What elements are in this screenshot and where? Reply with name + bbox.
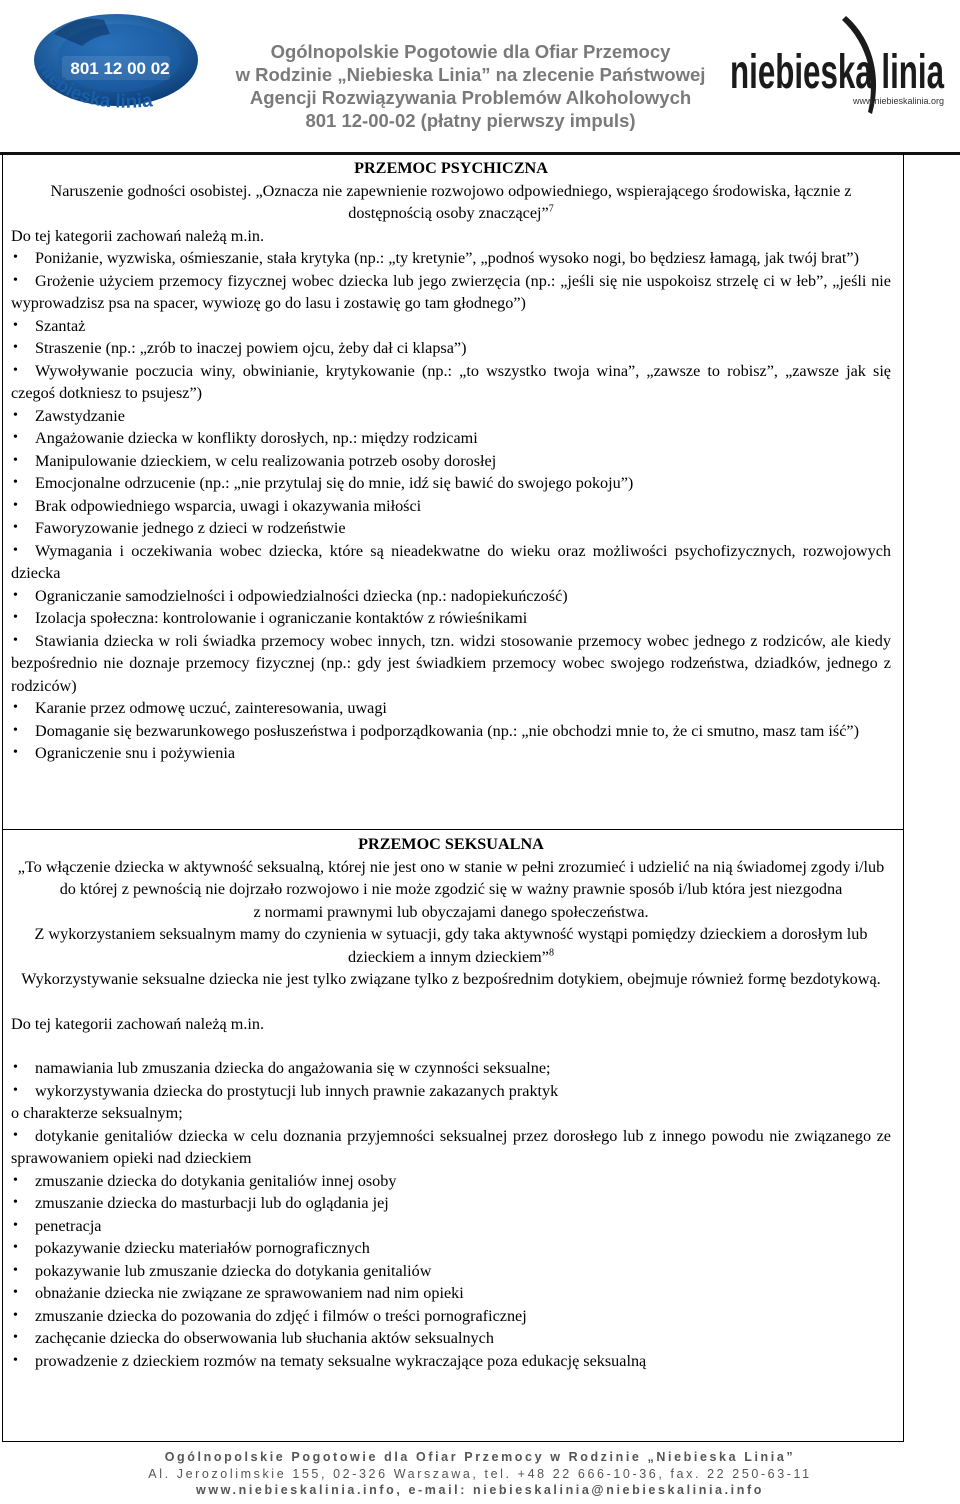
header-line-3: Agencji Rozwiązywania Problemów Alkoholowych xyxy=(249,87,692,108)
section-title-psych: PRZEMOC PSYCHICZNA xyxy=(354,159,548,177)
psych-list xyxy=(11,247,891,765)
list-item: • Brak odpowiedniego wsparcia, uwagi i okazywania miłości xyxy=(11,495,891,518)
brand-arc-text: niebieska linia xyxy=(33,57,154,113)
list-item: • Wymagania i oczekiwania wobec dziecka, które są nieadekwatne do wieku oraz możliwości psychofizycznych, rozwojowych dziecka xyxy=(11,540,891,585)
page-footer xyxy=(0,1449,960,1499)
sex-definition-4: Wykorzystywanie seksualne dziecka nie jest tylko związane tylko z bezpośrednim dotykiem, obejmuje również formę bezdotykową. xyxy=(21,970,881,988)
list-item: • pokazywanie lub zmuszanie dziecka do dotykania genitaliów xyxy=(11,1260,891,1283)
list-item: • Grożenie użyciem przemocy fizycznej wobec dziecka lub jego zwierzęcia (np.: „jeśli się nie uspokoisz strzelę ci w łeb”, „jeśli nie wyprowadzisz psa na spacer, wywiozę go do lasu i zostawię go tam głodnego”) xyxy=(11,270,891,315)
psychological-violence-section xyxy=(11,157,891,765)
list-item: • Szantaż xyxy=(11,315,891,338)
list-item: • Ograniczenie snu i pożywienia xyxy=(11,742,891,765)
list-item: • zmuszanie dziecka do dotykania genitaliów innej osoby xyxy=(11,1170,891,1193)
footer-contact: www.niebieskalinia.info, e-mail: niebieskalinia@niebieskalinia.info xyxy=(196,1483,764,1497)
page-header xyxy=(0,0,960,150)
list-item: • Wywoływanie poczucia winy, obwinianie, krytykowanie (np.: „to wszystko twoja wina”, „zawsze to robisz”, „zawsze jak się czegoś dotkniesz to psujesz”) xyxy=(11,360,891,405)
sex-list-continuation: o charakterze seksualnym; xyxy=(11,1104,183,1122)
spacer xyxy=(11,991,891,1013)
sex-list xyxy=(11,1057,891,1102)
sex-definition-2: z normami prawnymi lub obyczajami danego społeczeństwa. xyxy=(253,902,649,921)
list-item: • Faworyzowanie jednego z dzieci w rodzeństwie xyxy=(11,517,891,540)
list-item: • zmuszanie dziecka do pozowania do zdjęć i filmów o treści pornograficznej xyxy=(11,1305,891,1328)
list-item: • Karanie przez odmowę uczuć, zainteresowania, uwagi xyxy=(11,697,891,720)
sex-definition-3: Z wykorzystaniem seksualnym mamy do czynienia w sytuacji, gdy taka aktywność wystąpi pomiędzy dzieckiem a dorosłym lub dzieckiem a innym dzieckiem”$^8$ xyxy=(34,925,868,966)
list-item: • penetracja xyxy=(11,1215,891,1238)
list-item: • zmuszanie dziecka do masturbacji lub do oglądania jej xyxy=(11,1192,891,1215)
list-item: • pokazywanie dziecku materiałów pornograficznych xyxy=(11,1237,891,1260)
list-item: • Izolacja społeczna: kontrolowanie i ograniczanie kontaktów z rówieśnikami xyxy=(11,607,891,630)
psych-lead: Do tej kategorii zachowań należą m.in. xyxy=(11,226,265,245)
header-line-1: Ogólnopolskie Pogotowie dla Ofiar Przemocy xyxy=(270,41,671,62)
list-item: • Domaganie się bezwarunkowego posłuszeństwa i podporządkowania (np.: „nie obchodzi mnie to, że ci smutno, masz tam iść”) xyxy=(11,720,891,743)
header-organization-text xyxy=(218,40,723,132)
list-item: • Emocjonalne odrzucenie (np.: „nie przytulaj się do mnie, idź się bawić do swojego pokoju”) xyxy=(11,472,891,495)
niebieska-linia-brand-logo xyxy=(728,10,950,120)
list-item: • wykorzystywania dziecka do prostytucji lub innych prawnie zakazanych praktyk xyxy=(11,1080,891,1103)
list-item: • dotykanie genitaliów dziecka w celu doznania przyjemności seksualnej przez dorosłego lub z innego powodu nie związanego ze sprawowaniem opieki nad dzieckiem xyxy=(11,1125,891,1170)
sex-lead: Do tej kategorii zachowań należą m.in. xyxy=(11,1014,265,1033)
sex-list-2 xyxy=(11,1125,891,1373)
list-item: • prowadzenie z dzieckiem rozmów na tematy seksualne wykraczające poza edukację seksualną xyxy=(11,1350,891,1373)
list-item: • Straszenie (np.: „zrób to inaczej powiem ojcu, żeby dał ci klapsa”) xyxy=(11,337,891,360)
phone-badge: 801 12 00 02 xyxy=(70,59,170,78)
list-item: • Ograniczanie samodzielności i odpowiedzialności dziecka (np.: nadopiekuńczość) xyxy=(11,585,891,608)
footer-address: Al. Jerozolimskie 155, 02-326 Warszawa, tel. +48 22 666-10-36, fax. 22 250-63-11 xyxy=(148,1466,812,1481)
sex-definition-1: „To włączenie dziecka w aktywność seksualną, której nie jest ono w stanie w pełni zrozumieć i udzielić na nią świadomej zgody i/lub do której z pewnością nie dojrzało rozwojowo i nie może zgodzić się w ważny prawnie sposób i/lub która jest niezgodna xyxy=(17,857,885,898)
sexual-violence-section xyxy=(11,833,891,1372)
header-line-2: w Rodzinie „Niebieska Linia” na zlecenie Państwowej xyxy=(235,64,706,85)
brand-wordmark: niebieska linia xyxy=(730,46,945,99)
list-item: • Zawstydzanie xyxy=(11,405,891,428)
list-item: • Angażowanie dziecka w konflikty dorosłych, np.: między rodzicami xyxy=(11,427,891,450)
list-item: • obnażanie dziecka nie związane ze sprawowaniem nad nim opieki xyxy=(11,1282,891,1305)
section-title-sex: PRZEMOC SEKSUALNA xyxy=(358,835,544,853)
list-item: • Manipulowanie dzieckiem, w celu realizowania potrzeb osoby dorosłej xyxy=(11,450,891,473)
header-phone-line: 801 12-00-02 (płatny pierwszy impuls) xyxy=(305,110,636,131)
list-item: • Stawiania dziecka w roli świadka przemocy wobec innych, tzn. widzi stosowanie przemocy wobec jednego z rodziców, ale kiedy bezpośrednio nie doznaje przemocy fizycznej (np.: gdy jest świadkiem przemocy wobec swojego rodzeństwa, dziadków, jednego z rodziców) xyxy=(11,630,891,698)
list-item: • Poniżanie, wyzwiska, ośmieszanie, stała krytyka (np.: „ty kretynie”, „podnoś wysoko nogi, bo będziesz łamagą, jak twój brat”) xyxy=(11,247,891,270)
list-item: • zachęcanie dziecka do obserwowania lub słuchania aktów seksualnych xyxy=(11,1327,891,1350)
footer-organization: Ogólnopolskie Pogotowie dla Ofiar Przemocy w Rodzinie „Niebieska Linia” xyxy=(164,1450,796,1464)
list-item: • namawiania lub zmuszania dziecka do angażowania się w czynności seksualne; xyxy=(11,1057,891,1080)
niebieska-linia-phone-logo xyxy=(24,8,209,118)
psych-intro: Naruszenie godności osobistej. „Oznacza nie zapewnienie rozwojowo odpowiedniego, wspierającego środowiska, łącznie z dostępnością osoby znaczącej”$^7$ xyxy=(50,181,852,222)
brand-url: www.niebieskalinia.org xyxy=(852,96,944,106)
spacer xyxy=(11,1035,891,1057)
